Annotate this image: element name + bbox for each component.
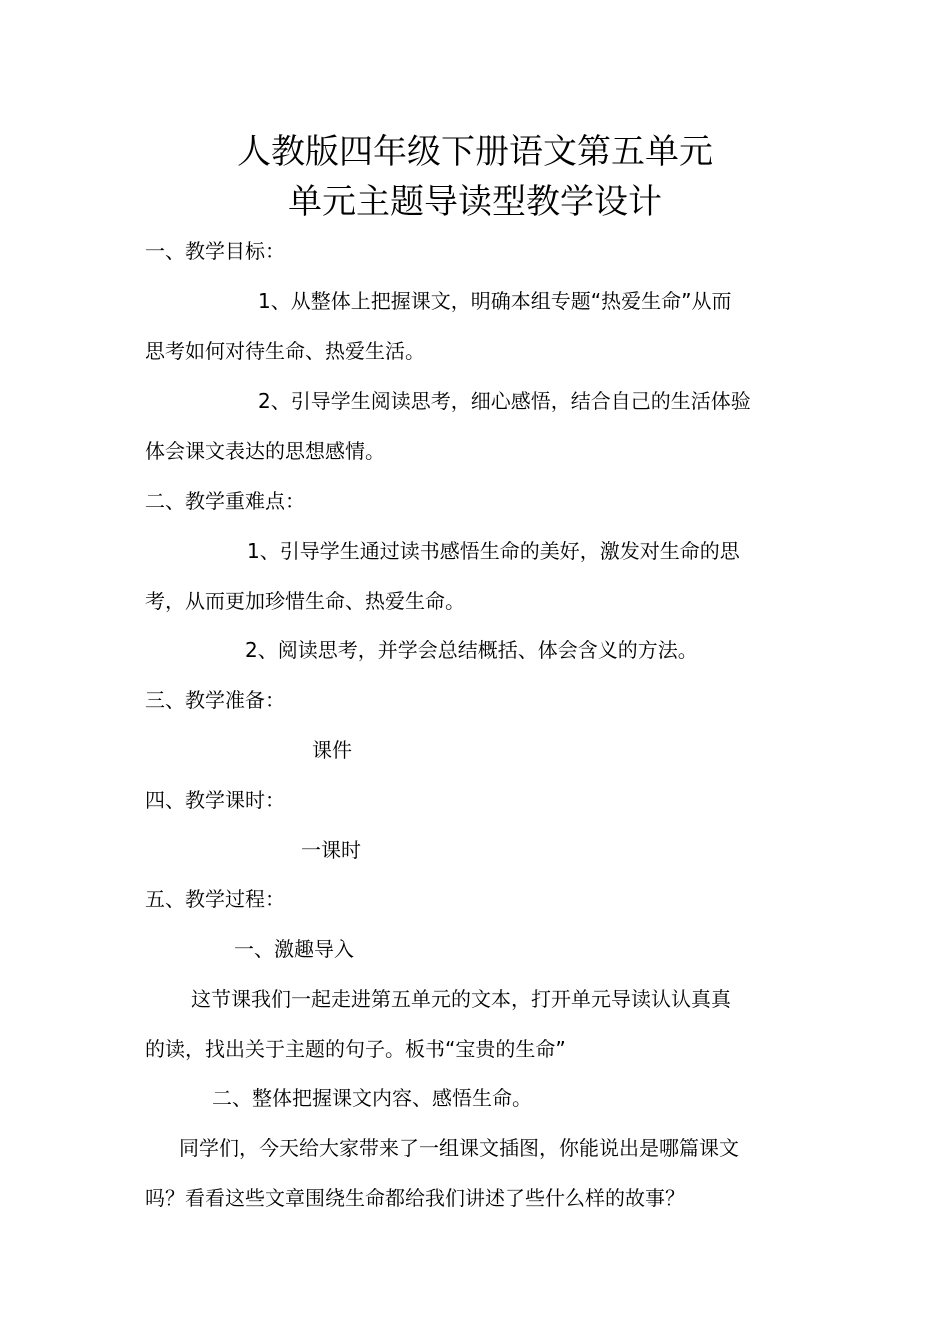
document-title-line-1: 人教版四年级下册语文第五单元	[237, 132, 713, 172]
document-title-line-2: 单元主题导读型教学设计	[288, 182, 662, 222]
section-heading-objectives: 一、教学目标：	[145, 239, 285, 263]
class-hours-content: 一课时	[301, 838, 361, 862]
process-step-1-line-2: 的读，找出关于主题的句子。板书“宝贵的生命”	[145, 1037, 566, 1061]
section-heading-process: 五、教学过程：	[145, 887, 285, 911]
key-point-1-line-2: 考，从而更加珍惜生命、热爱生命。	[145, 589, 465, 613]
key-point-1-line-1: 1、引导学生通过读书感悟生命的美好，激发对生命的思	[247, 539, 740, 563]
process-step-1-heading: 一、激趣导入	[234, 937, 354, 961]
process-step-2-line-2: 吗？看看这些文章围绕生命都给我们讲述了些什么样的故事？	[145, 1186, 685, 1210]
key-point-2-line-1: 2、阅读思考，并学会总结概括、体会含义的方法。	[245, 638, 698, 662]
objective-1-line-2: 思考如何对待生命、热爱生活。	[145, 339, 425, 363]
section-heading-preparation: 三、教学准备：	[145, 688, 285, 712]
objective-1-line-1: 1、从整体上把握课文，明确本组专题“热爱生命”从而	[258, 289, 732, 313]
preparation-content: 课件	[312, 738, 352, 762]
process-step-2-line-1: 同学们，今天给大家带来了一组课文插图，你能说出是哪篇课文	[179, 1136, 739, 1160]
objective-2-line-2: 体会课文表达的思想感情。	[145, 439, 385, 463]
process-step-2-heading: 二、整体把握课文内容、感悟生命。	[212, 1086, 532, 1110]
objective-2-line-1: 2、引导学生阅读思考，细心感悟，结合自己的生活体验	[258, 389, 751, 413]
section-heading-class-hours: 四、教学课时：	[145, 788, 285, 812]
process-step-1-line-1: 这节课我们一起走进第五单元的文本，打开单元导读认认真真	[191, 987, 731, 1011]
section-heading-key-points: 二、教学重难点：	[145, 489, 305, 513]
